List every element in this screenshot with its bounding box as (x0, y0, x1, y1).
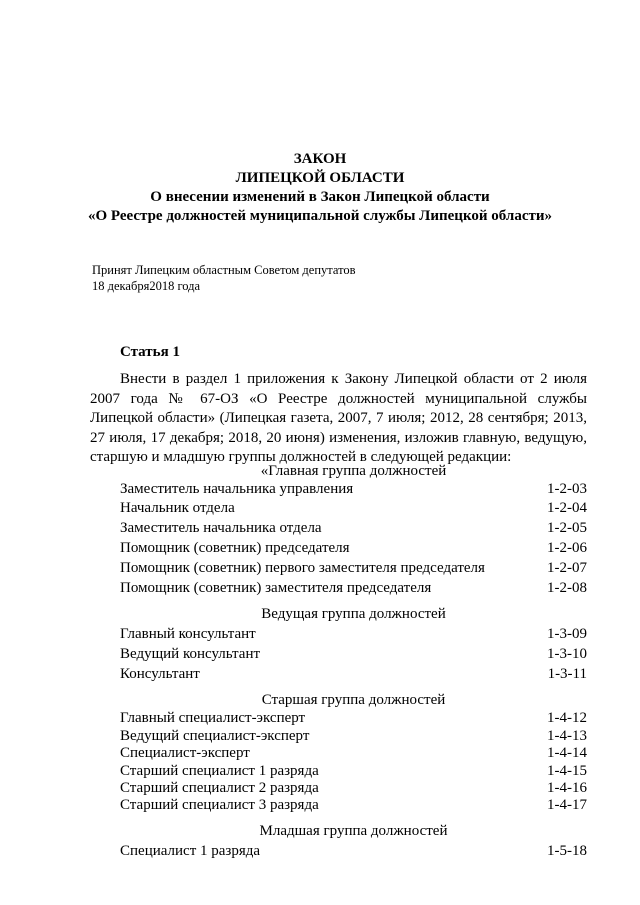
position-name: Главный специалист-эксперт (120, 710, 306, 727)
position-name: Консультант (120, 666, 200, 683)
position-code: 1-2-06 (547, 540, 587, 557)
position-row (120, 780, 587, 797)
position-name: Помощник (советник) заместителя председателя (120, 580, 432, 597)
position-name: Специалист-эксперт (120, 745, 250, 762)
law-title-block (0, 150, 640, 226)
position-code: 1-2-05 (547, 520, 587, 537)
position-row (120, 518, 587, 538)
position-name: Помощник (советник) первого заместителя председателя (120, 560, 485, 577)
position-code: 1-5-18 (547, 842, 587, 859)
adoption-date: 18 декабря2018 года (92, 279, 201, 293)
group-senior (120, 691, 587, 814)
position-row (120, 624, 587, 644)
article-text: Внести в раздел 1 приложения к Закону Липецкой области от 2 июля 2007 года № 67-ОЗ «О Реестре должностей муниципальной службы Липецкой области» (Липецкая газета, 2007, 7 июля; 2012, 28 сентября; 2013, 27 июля, 17 декабря; 2018, 20 июня) изменения, изложив главную, ведущую, старшую и младшую группы должностей в следующей редакции: (90, 371, 587, 465)
group-title: Старшая группа должностей (261, 692, 446, 709)
position-row (120, 644, 587, 664)
position-name: Начальник отдела (120, 500, 235, 517)
position-name: Главный консультант (120, 626, 256, 643)
position-row (120, 498, 587, 518)
position-row (120, 558, 587, 578)
position-name: Старший специалист 3 разряда (120, 797, 319, 814)
position-code: 1-3-11 (547, 666, 587, 683)
group-leading (120, 605, 587, 684)
position-row (120, 797, 587, 814)
position-code: 1-4-16 (547, 779, 587, 796)
position-code: 1-4-17 (547, 797, 587, 814)
position-code: 1-4-12 (547, 710, 587, 727)
position-code: 1-2-07 (547, 560, 587, 577)
position-name: Ведущий консультант (120, 646, 261, 663)
position-row (120, 538, 587, 558)
position-row (120, 745, 587, 762)
position-row (120, 841, 587, 861)
position-code: 1-4-14 (547, 745, 587, 762)
position-name: Заместитель начальника управления (120, 481, 354, 497)
position-code: 1-3-10 (547, 646, 587, 663)
position-row (120, 578, 587, 598)
law-region: ЛИПЕЦКОЙ ОБЛАСТИ (235, 170, 405, 186)
group-title: Ведущая группа должностей (261, 606, 446, 623)
position-name: Ведущий специалист-эксперт (120, 727, 310, 744)
position-code: 1-2-08 (547, 580, 587, 597)
position-name: Старший специалист 1 разряда (120, 762, 319, 779)
position-code: 1-2-04 (547, 500, 587, 517)
position-row (120, 710, 587, 727)
position-name: Заместитель начальника отдела (120, 520, 322, 537)
law-amended-name: «О Реестре должностей муниципальной службы Липецкой области» (87, 208, 552, 224)
position-row (120, 763, 587, 780)
group-junior (120, 822, 587, 861)
position-code: 1-3-09 (547, 626, 587, 643)
position-code: 1-2-03 (547, 481, 587, 497)
group-title: Младшая группа должностей (259, 822, 448, 839)
position-row (120, 481, 587, 498)
article-heading: Статья 1 (120, 344, 180, 360)
position-code: 1-4-13 (547, 727, 587, 744)
position-name: Специалист 1 разряда (120, 842, 261, 859)
position-name: Старший специалист 2 разряда (120, 779, 319, 796)
position-row (120, 664, 587, 684)
position-row (120, 728, 587, 745)
adoption-body: Принят Липецким областным Советом депутатов (92, 263, 356, 277)
position-name: Помощник (советник) председателя (120, 540, 350, 557)
law-title-word: ЗАКОН (293, 151, 347, 167)
group-title: «Главная группа должностей (260, 463, 447, 479)
adoption-info (92, 262, 356, 294)
position-groups (120, 462, 587, 861)
group-main (120, 462, 587, 598)
position-code: 1-4-15 (547, 762, 587, 779)
law-subject: О внесении изменений в Закон Липецкой области (150, 189, 490, 205)
